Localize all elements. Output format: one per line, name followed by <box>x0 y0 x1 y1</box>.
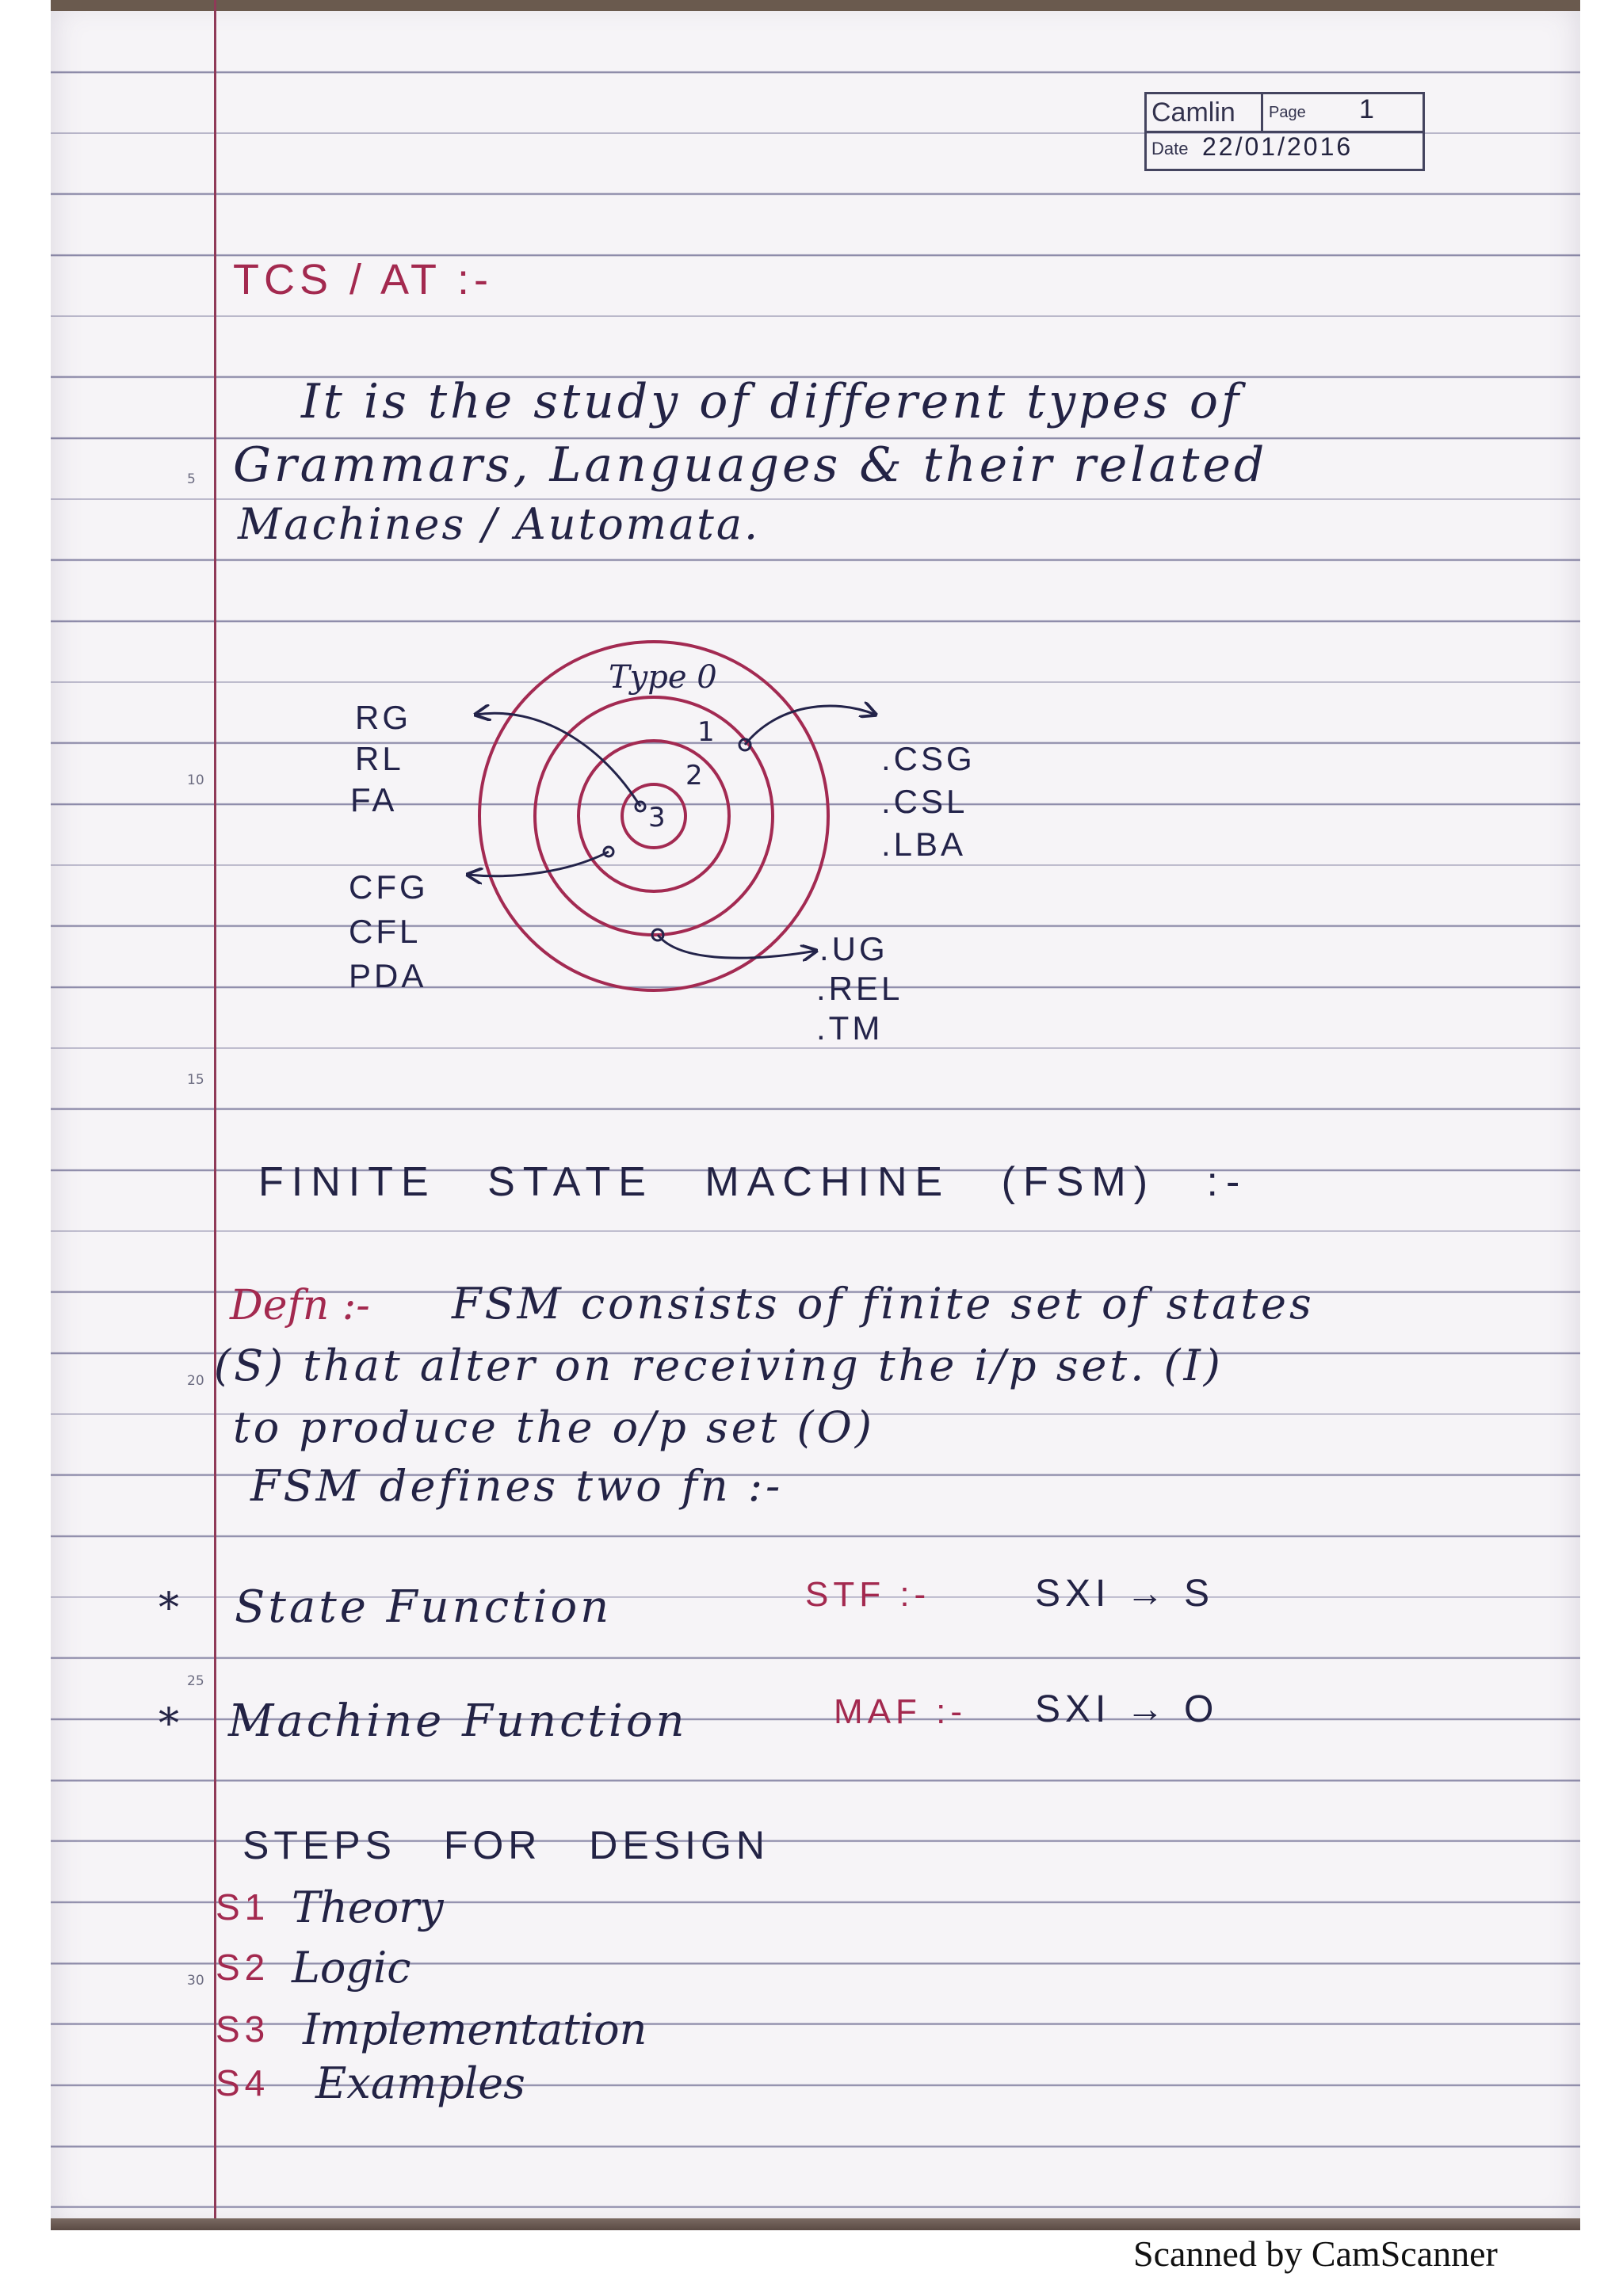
label-csl: .CSL <box>881 783 968 820</box>
label-rel: .REL <box>816 970 903 1007</box>
definition-label: Defn :- <box>230 1282 370 1329</box>
step-id: S2 <box>216 1947 270 1988</box>
label-fa: FA <box>350 781 398 818</box>
page-label: Page <box>1269 104 1306 121</box>
ring-label-2: 2 <box>685 760 703 791</box>
line-number: 25 <box>187 1673 204 1689</box>
label-rl: RL <box>355 740 404 777</box>
steps-title: STEPS FOR DESIGN <box>242 1823 769 1867</box>
definition-line-1: FSM consists of finite set of states <box>452 1279 1315 1329</box>
label-lba: .LBA <box>881 826 967 863</box>
machine-function-name: Machine Function <box>228 1695 688 1747</box>
camlin-brand: Camlin <box>1151 97 1235 128</box>
label-csg: .CSG <box>881 740 976 777</box>
definition-line-2: (S) that alter on receiving the i/p set. (I) <box>214 1341 1224 1390</box>
label-cfl: CFL <box>349 913 422 950</box>
definition-line-4: FSM defines two fn :- <box>250 1461 784 1511</box>
ring-label-3: 3 <box>648 802 666 833</box>
date-value: 22/01/2016 <box>1202 132 1354 161</box>
step-id: S3 <box>216 2008 270 2050</box>
line-number: 10 <box>187 772 204 788</box>
bullet-icon: * <box>158 1700 179 1748</box>
label-pda: PDA <box>349 957 427 994</box>
intro-line-2: Grammars, Languages & their related <box>233 437 1268 493</box>
machine-function-mapping: SXI → O <box>1035 1688 1219 1730</box>
state-function-mapping: SXI → S <box>1035 1573 1215 1615</box>
intro-line-1: It is the study of different types of <box>301 374 1243 429</box>
page-number: 1 <box>1359 94 1374 124</box>
machine-function-abbr: MAF :- <box>834 1692 967 1731</box>
definition-line-3: to produce the o/p set (O) <box>233 1402 875 1452</box>
step-text: Theory <box>292 1882 444 1932</box>
ring-label-1: 1 <box>697 716 715 748</box>
label-tm: .TM <box>816 1009 884 1047</box>
label-ug: .UG <box>819 930 888 967</box>
label-rg: RG <box>355 699 411 736</box>
arrow-to-ug <box>658 935 816 958</box>
label-cfg: CFG <box>349 868 429 906</box>
line-number: 15 <box>187 1072 204 1088</box>
arrow-to-rg <box>475 713 640 807</box>
fsm-title: FINITE STATE MACHINE (FSM) :- <box>258 1159 1248 1205</box>
step-text: Implementation <box>303 2004 647 2054</box>
line-number: 20 <box>187 1373 204 1389</box>
state-function-name: State Function <box>235 1581 613 1633</box>
state-function-abbr: STF :- <box>805 1575 931 1614</box>
line-number: 30 <box>187 1973 204 1989</box>
line-number: 5 <box>187 471 196 487</box>
heading: TCS / AT :- <box>233 256 494 303</box>
step-id: S4 <box>216 2062 270 2103</box>
step-id: S1 <box>216 1886 270 1928</box>
step-text: Examples <box>315 2058 525 2108</box>
step-text: Logic <box>292 1943 411 1993</box>
intro-line-3: Machines / Automata. <box>238 499 761 549</box>
ring-label-type0: Type 0 <box>609 659 717 696</box>
bullet-icon: * <box>158 1585 179 1632</box>
scanner-watermark: Scanned by CamScanner <box>1133 2233 1498 2274</box>
date-label: Date <box>1151 139 1189 158</box>
